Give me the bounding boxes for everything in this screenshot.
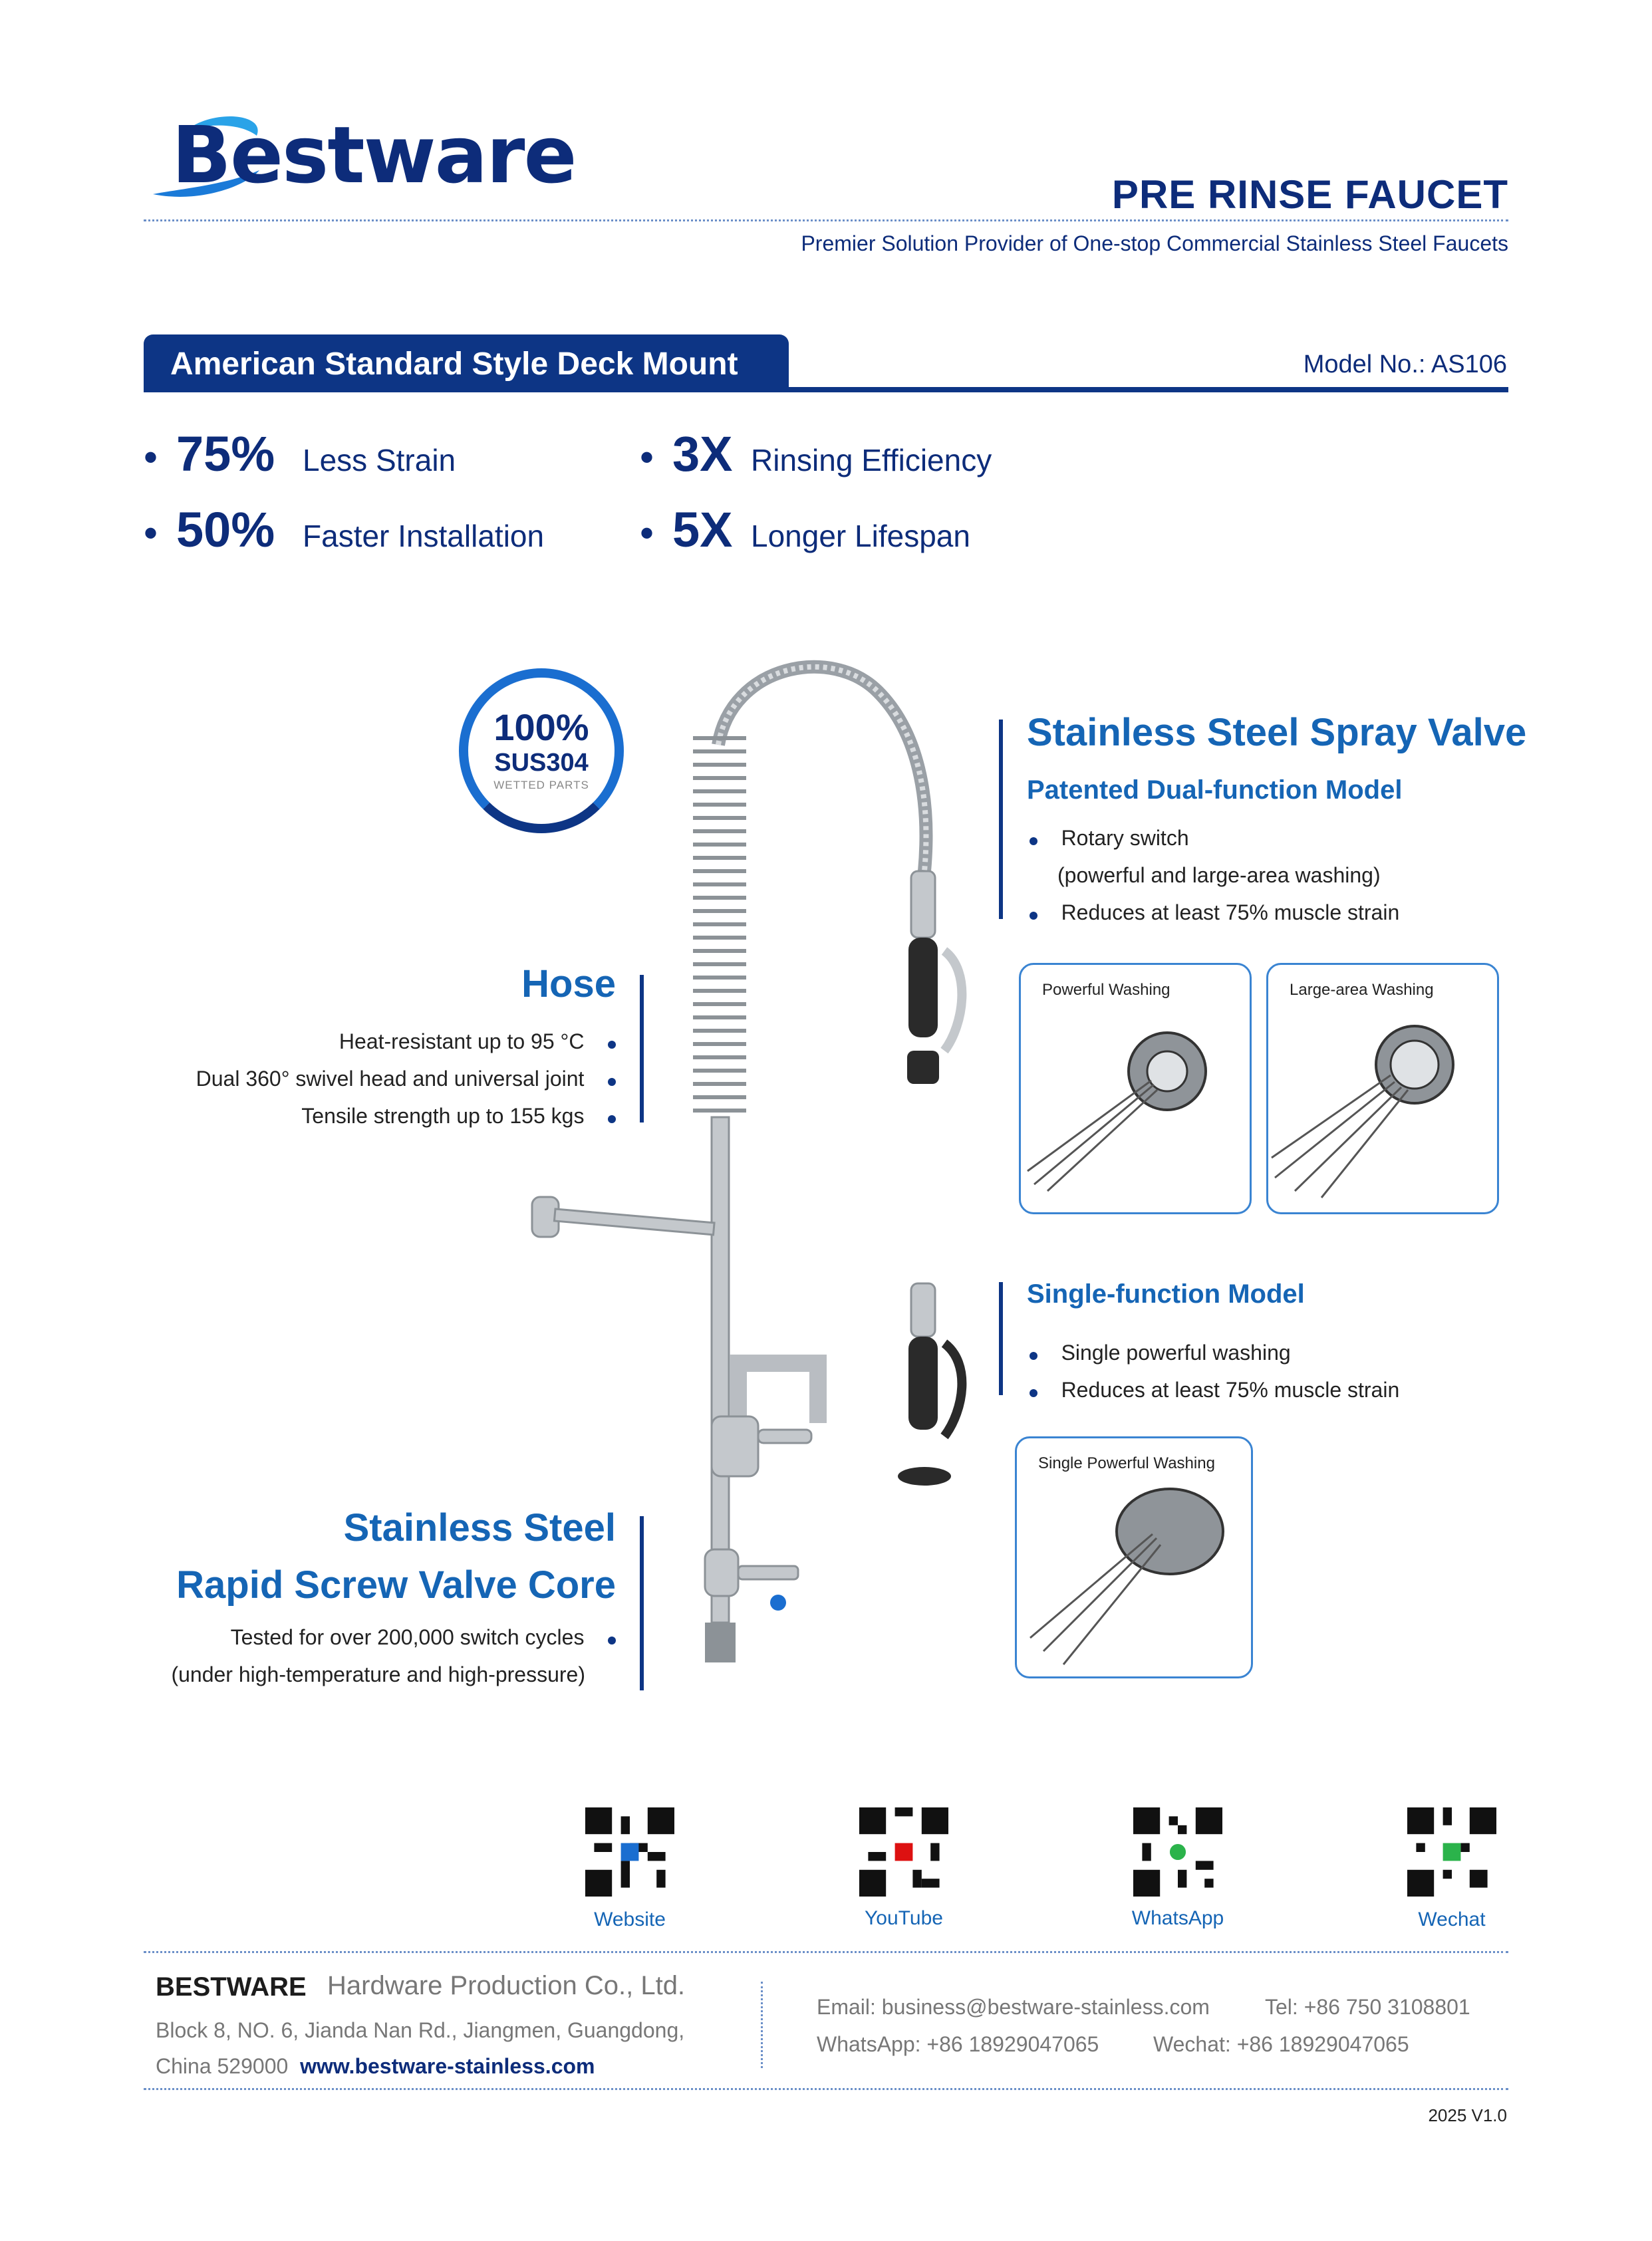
footer-divider [761, 1982, 763, 2068]
spray-valve-title: Stainless Steel Spray Valve [1027, 711, 1527, 754]
valve-core-title-1: Stainless Steel [343, 1506, 616, 1549]
spray-nozzle-icon [1021, 965, 1250, 1212]
version-label: 2025 V1.0 [1428, 2105, 1507, 2125]
stat-item: • 3X Rinsing Efficiency [640, 426, 992, 481]
list-item: Dual 360° swivel head and universal joint [196, 1060, 616, 1097]
qr-label-youtube: YouTube [865, 1907, 943, 1929]
stat-value: 3X [672, 426, 733, 481]
qr-label-whatsapp: WhatsApp [1131, 1907, 1224, 1929]
bullet-item: Reduces at least 75% muscle strain [1030, 900, 1399, 925]
qr-label-website: Website [594, 1909, 666, 1930]
single-function-list [1030, 1334, 1399, 1408]
footer-tel[interactable]: Tel: +86 750 3108801 [1265, 1995, 1470, 2019]
logo-wordmark: Bestware [172, 109, 576, 201]
spray-valve-subtitle: Patented Dual-function Model [1027, 775, 1403, 805]
section-band: American Standard Style Deck Mount [144, 334, 789, 392]
list-item: Single powerful washing [1030, 1334, 1399, 1371]
brand-logo [140, 106, 576, 206]
model-number: Model No.: AS106 [1303, 350, 1507, 378]
stat-label: Rinsing Efficiency [751, 443, 992, 477]
stat-value: 75% [176, 426, 275, 481]
footer-company: Hardware Production Co., Ltd. [327, 1971, 686, 2000]
footer-whatsapp[interactable]: WhatsApp: +86 18929047065 [817, 2032, 1099, 2056]
bullet-note: (powerful and large-area washing) [1057, 863, 1381, 887]
valve-core-title-2: Rapid Screw Valve Core [176, 1563, 616, 1607]
bullet-item: Rotary switch [1030, 826, 1189, 851]
list-item: Tensile strength up to 155 kgs [196, 1097, 616, 1134]
qr-label-wechat: Wechat [1418, 1909, 1486, 1930]
stat-label: Faster Installation [303, 519, 545, 553]
footer-brand: BESTWARE [156, 1972, 307, 2002]
footer-website-link[interactable]: www.bestware-stainless.com [300, 2054, 595, 2078]
footer-wechat[interactable]: Wechat: +86 18929047065 [1153, 2032, 1409, 2056]
large-area-washing-panel: Large-area Washing [1266, 963, 1499, 1214]
hose-title: Hose [521, 962, 616, 1005]
wechat-qr-icon[interactable] [1407, 1807, 1496, 1897]
divider [144, 2088, 1508, 2090]
stat-label: Longer Lifespan [751, 519, 970, 553]
single-washing-panel: Single Powerful Washing [1015, 1436, 1253, 1678]
accent-bar [999, 1282, 1003, 1395]
divider [144, 1951, 1508, 1953]
powerful-washing-panel: Powerful Washing [1019, 963, 1252, 1214]
list-item: Heat-resistant up to 95 °C [196, 1023, 616, 1060]
whatsapp-qr-icon[interactable] [1133, 1807, 1222, 1897]
section-band-line [144, 387, 1508, 392]
stat-label: Less Strain [303, 443, 456, 477]
spray-nozzle-icon [1017, 1438, 1251, 1676]
website-qr-icon[interactable] [585, 1807, 674, 1897]
youtube-qr-icon[interactable] [859, 1807, 948, 1897]
stat-item: • 75% Less Strain [144, 426, 456, 481]
page-title: PRE RINSE FAUCET [1111, 172, 1508, 217]
accent-bar [640, 1516, 644, 1690]
stat-item: • 50% Faster Installation [144, 502, 545, 557]
page-subtitle: Premier Solution Provider of One-stop Commercial Stainless Steel Faucets [801, 231, 1508, 255]
stat-value: 5X [672, 502, 733, 557]
single-function-title: Single-function Model [1027, 1279, 1305, 1309]
footer-email[interactable]: Email: business@bestware-stainless.com [817, 1995, 1210, 2019]
valve-core-note: (under high-temperature and high-pressure) [171, 1662, 585, 1686]
stat-item: • 5X Longer Lifespan [640, 502, 970, 557]
footer-address: Block 8, NO. 6, Jianda Nan Rd., Jiangmen, Guangdong, China 529000 www.bestware-stainless.com [156, 2018, 685, 2078]
accent-bar [640, 975, 644, 1122]
sus304-badge: 100% SUS304 WETTED PARTS [459, 668, 624, 833]
stat-value: 50% [176, 502, 275, 557]
divider [144, 219, 1508, 221]
list-item: Reduces at least 75% muscle strain [1030, 1371, 1399, 1408]
spray-nozzle-icon [1268, 965, 1497, 1212]
list-item: Tested for over 200,000 switch cycles [231, 1625, 616, 1650]
accent-bar [999, 720, 1003, 919]
hose-list [196, 1023, 616, 1134]
